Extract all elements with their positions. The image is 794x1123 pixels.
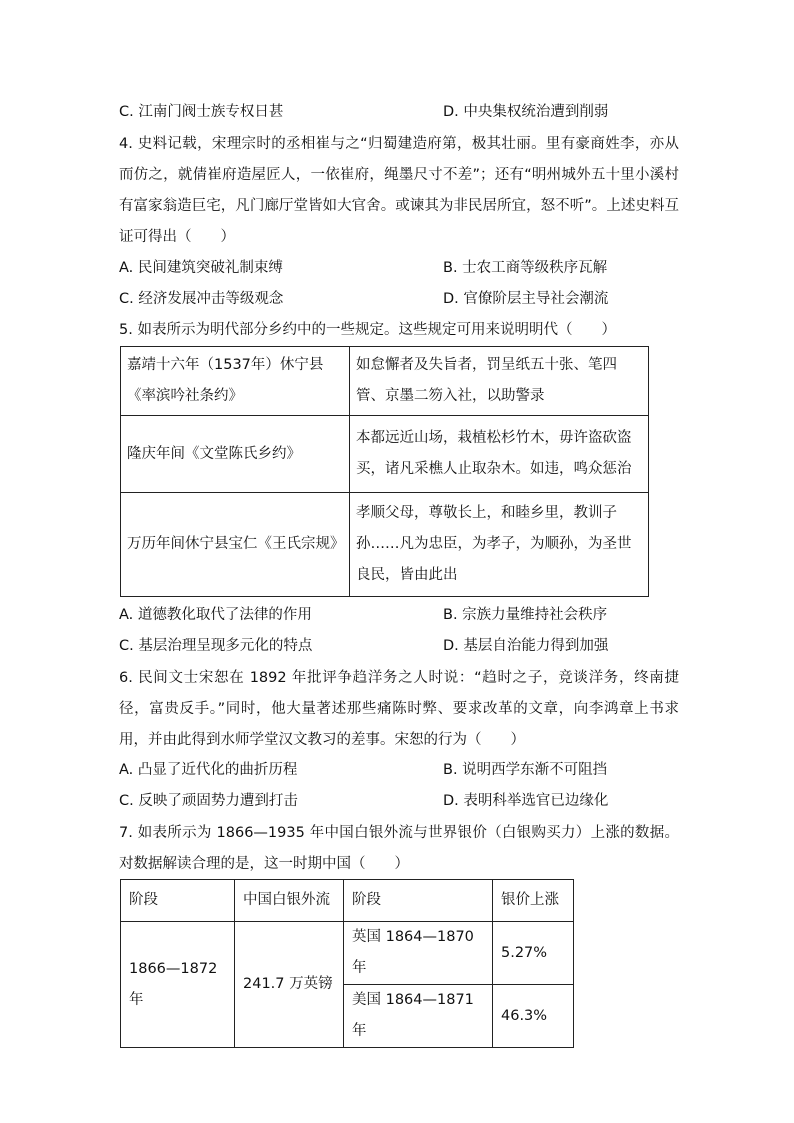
q7-stage-cell: 英国 1864—1870 年 <box>344 922 493 985</box>
q5-content-cell: 如怠懈者及失旨者，罚呈纸五十张、笔四管、京墨二笏入社，以助警录 <box>350 347 649 416</box>
q5-option-b[interactable]: B. 宗族力量维持社会秩序 <box>443 607 608 623</box>
q4-option-a[interactable]: A. 民间建筑突破礼制束缚 <box>119 260 283 276</box>
q5-option-a[interactable]: A. 道德教化取代了法律的作用 <box>119 607 312 623</box>
q5-content-cell: 本都远近山场，栽植松杉竹木，毋许盗砍盗买，诸凡采樵人止取杂木。如违，鸣众惩治 <box>350 416 649 493</box>
table-row <box>121 922 574 985</box>
q4-option-d[interactable]: D. 官僚阶层主导社会潮流 <box>443 291 609 307</box>
q7-rise-cell: 46.3% <box>493 985 574 1048</box>
table-row <box>121 416 649 493</box>
q7-stage-cell: 美国 1864—1871 年 <box>344 985 493 1048</box>
q5-source-cell: 嘉靖十六年（1537年）休宁县《率滨吟社条约》 <box>121 347 350 416</box>
q5-option-d[interactable]: D. 基层自治能力得到加强 <box>443 638 609 654</box>
q5-content-cell: 孝顺父母，尊敬长上，和睦乡里，教训子孙……凡为忠臣，为孝子，为顺孙，为圣世良民，皆由此出 <box>350 493 649 597</box>
q7-stem: 7. 如表所示为 1866—1935 年中国白银外流与世界银价（白银购买力）上涨的数据。对数据解读合理的是，这一时期中国（ ） <box>119 825 679 872</box>
q7-header-cell: 阶段 <box>121 880 235 922</box>
table-row <box>121 347 649 416</box>
q5-source-cell: 万历年间休宁县宝仁《王氏宗规》 <box>121 493 350 597</box>
q7-rise-cell: 5.27% <box>493 922 574 985</box>
q3-option-c[interactable]: C. 江南门阀士族专权日甚 <box>119 104 284 120</box>
q6-option-d[interactable]: D. 表明科举选官已边缘化 <box>443 793 609 809</box>
q6-stem: 6. 民间文士宋恕在 1892 年批评争趋洋务之人时说：“趋时之子，竞谈洋务，终南捷径，富贵反手。”同时，他大量著述那些痛陈时弊、要求改革的文章，向李鸿章上书求用，并由此得到水师学堂汉文教习的差事。宋恕的行为（ ） <box>119 670 679 748</box>
q7-table <box>120 879 574 1048</box>
q4-stem: 4. 史料记载，宋理宗时的丞相崔与之“归蜀建造府第，极其壮丽。里有豪商姓李，亦从而仿之，就倩崔府造屋匠人，一依崔府，绳墨尺寸不差”；还有“明州城外五十里小溪村有富家翁造巨宅，凡门廊厅堂皆如大官舍。或谏其为非民居所宜，怒不听”。上述史料互证可得出（ ） <box>119 136 679 245</box>
q6-option-c[interactable]: C. 反映了顽固势力遭到打击 <box>119 793 298 809</box>
q3-option-d[interactable]: D. 中央集权统治遭到削弱 <box>443 104 609 120</box>
q6-option-a[interactable]: A. 凸显了近代化的曲折历程 <box>119 762 298 778</box>
q4-option-c[interactable]: C. 经济发展冲击等级观念 <box>119 291 284 307</box>
table-row <box>121 493 649 597</box>
q7-header-cell: 银价上涨 <box>493 880 574 922</box>
q5-table <box>120 346 649 597</box>
q5-option-c[interactable]: C. 基层治理呈现多元化的特点 <box>119 638 313 654</box>
q5-source-cell: 隆庆年间《文堂陈氏乡约》 <box>121 416 350 493</box>
q7-header-cell: 中国白银外流 <box>235 880 344 922</box>
q6-option-b[interactable]: B. 说明西学东渐不可阻挡 <box>443 762 608 778</box>
q7-period-cell: 1866—1872 年 <box>121 922 235 1048</box>
q7-outflow-cell: 241.7 万英镑 <box>235 922 344 1048</box>
q4-option-b[interactable]: B. 士农工商等级秩序瓦解 <box>443 260 608 276</box>
q7-header-cell: 阶段 <box>344 880 493 922</box>
q5-stem: 5. 如表所示为明代部分乡约中的一些规定。这些规定可用来说明明代（ ） <box>119 322 616 338</box>
table-row <box>121 880 574 922</box>
